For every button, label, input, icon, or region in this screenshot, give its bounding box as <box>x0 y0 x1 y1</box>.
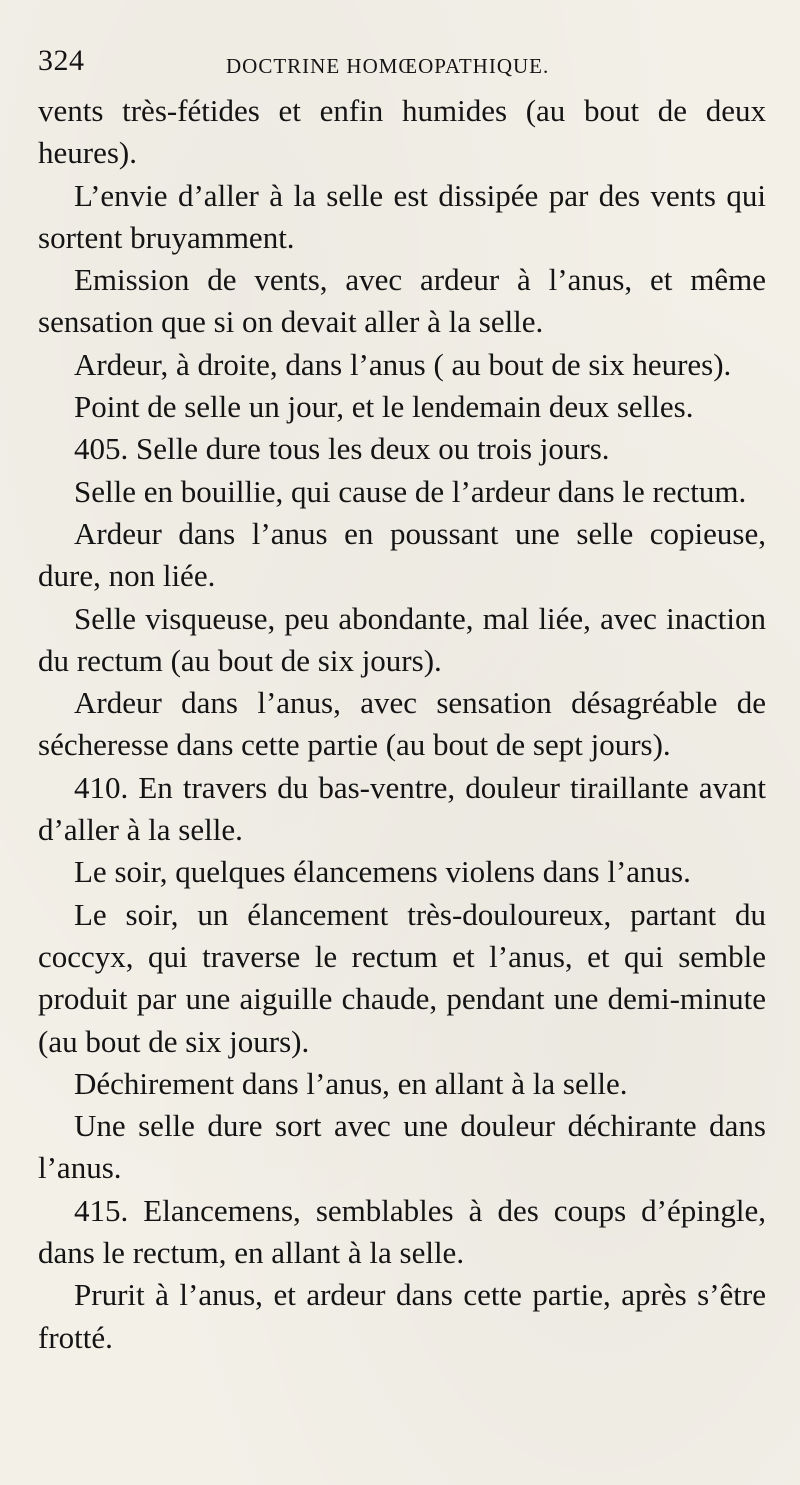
paragraph: Ardeur dans l’anus, avec sensation désagréable de sécheresse dans cette partie (au bout de sept jours). <box>38 685 766 763</box>
running-title: DOCTRINE HOMŒOPATHIQUE. <box>226 54 550 78</box>
paragraph: Emission de vents, avec ardeur à l’anus, et même sensation que si on devait aller à la selle. <box>38 262 766 340</box>
page-body <box>38 90 766 1359</box>
paragraph: Une selle dure sort avec une douleur déchirante dans l’anus. <box>38 1108 766 1186</box>
paragraph: 415. Elancemens, semblables à des coups d’épingle, dans le rectum, en allant à la selle. <box>38 1192 766 1271</box>
paragraph: 410. En travers du bas-ventre, douleur tiraillante avant d’aller à la selle. <box>38 769 766 848</box>
paragraph: 405. Selle dure tous les deux ou trois jours. <box>74 431 610 467</box>
paragraph: L’envie d’aller à la selle est dissipée par des vents qui sortent bruyamment. <box>38 177 766 255</box>
paragraph: Prurit à l’anus, et ardeur dans cette partie, après s’être frotté. <box>38 1277 766 1355</box>
paragraph: Le soir, quelques élancemens violens dans l’anus. <box>74 854 691 890</box>
paragraph: vents très-fétides et enfin humides (au bout de deux heures). <box>38 93 766 171</box>
paragraph: Déchirement dans l’anus, en allant à la selle. <box>74 1065 628 1101</box>
paragraph: Point de selle un jour, et le lendemain deux selles. <box>74 389 694 425</box>
paragraph: Ardeur, à droite, dans l’anus ( au bout de six heures). <box>74 346 732 382</box>
page-number: 324 <box>38 44 85 77</box>
paragraph: Selle en bouillie, qui cause de l’ardeur dans le rectum. <box>74 473 747 509</box>
paragraph: Selle visqueuse, peu abondante, mal liée, avec inaction du rectum (au bout de six jours). <box>38 600 766 678</box>
paragraph: Le soir, un élancement très-douloureux, partant du coccyx, qui traverse le rectum et l’anus, et qui semble produit par une aiguille chaude, pendant une demi-minute (au bout de six jours). <box>38 896 766 1059</box>
page-header <box>38 44 766 90</box>
paragraph: Ardeur dans l’anus en poussant une selle copieuse, dure, non liée. <box>38 515 766 594</box>
